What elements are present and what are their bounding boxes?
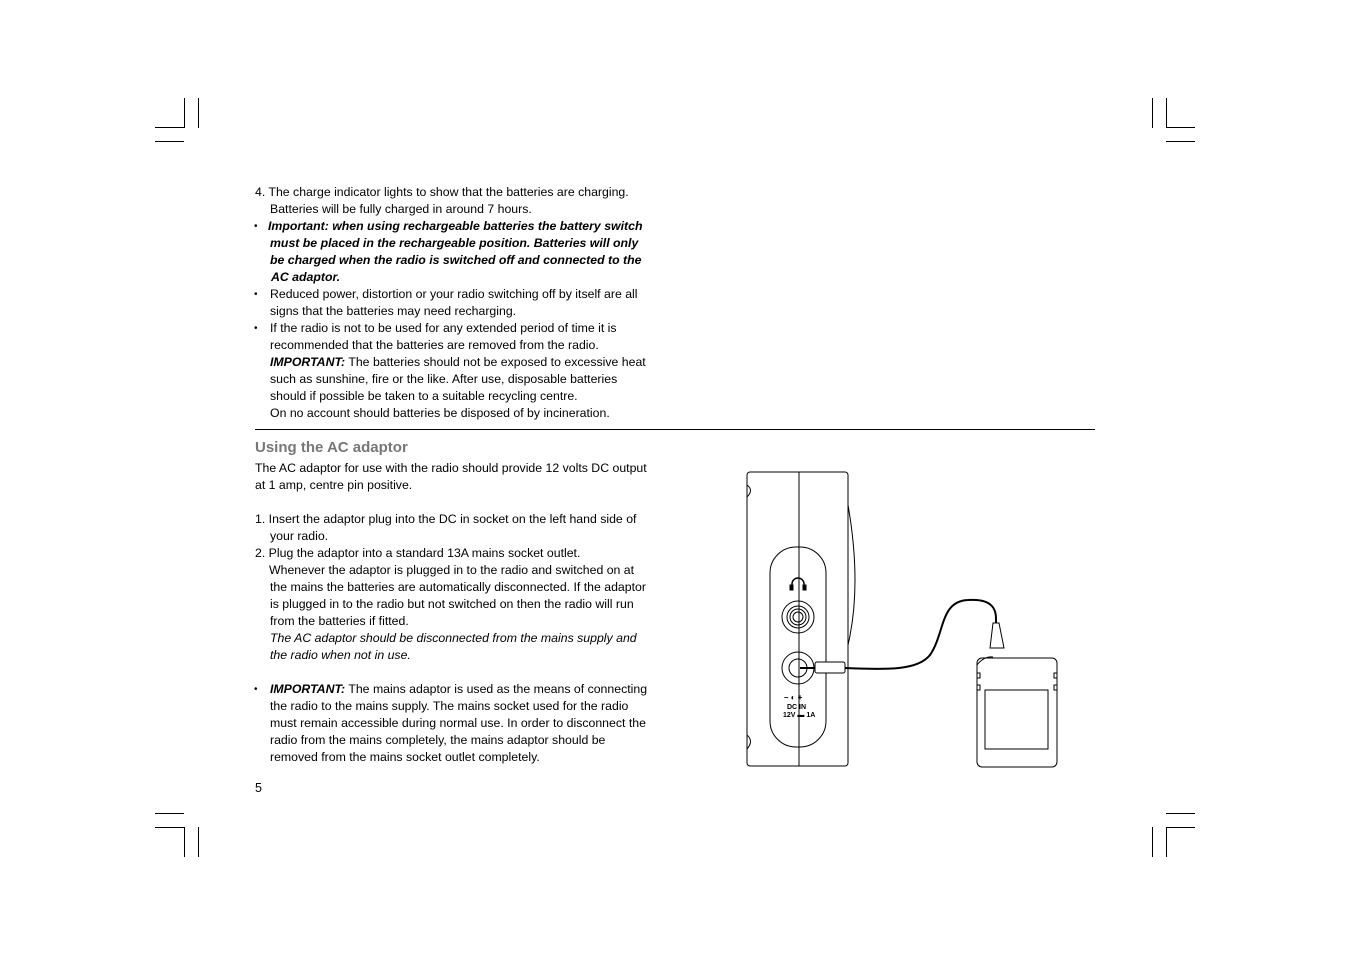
dc-in-label: DC IN — [787, 704, 807, 711]
dc-polarity-symbol: – ◐ + — [784, 693, 803, 702]
reduced-power-note: • Reduced power, distortion or your radio switching off by itself are all signs that the batteries may need recharging. — [254, 287, 638, 318]
battery-notes — [255, 184, 675, 422]
bullet-icon: • — [254, 289, 258, 300]
headphones-icon — [792, 578, 804, 587]
important-mains-note: • IMPORTANT: The mains adaptor is used as the means of connecting the radio to the mains supply. The mains socket used for the radio must remain accessible during normal use. In order to disconnect the radio from the mains completely, the mains adaptor should be removed from the mains socket outlet completely. — [254, 682, 648, 764]
adaptor-illustration — [740, 465, 1070, 775]
intro-line-1: The AC adaptor for use with the radio should provide 12 volts DC output — [255, 461, 647, 475]
important-label: IMPORTANT: — [270, 682, 346, 696]
rating-label: 12V ▬ 1A — [783, 712, 816, 719]
intro-line-2: at 1 amp, centre pin positive. — [255, 478, 413, 492]
section-heading: Using the AC adaptor — [255, 439, 408, 456]
radio-side-body — [747, 472, 848, 766]
adaptor-plug — [815, 662, 845, 673]
step-1-line-1: 1. Insert the adaptor plug into the DC in socket on the left hand side of — [255, 512, 637, 526]
bullet-icon: • — [254, 323, 258, 334]
step-4-line-2: Batteries will be fully charged in around 7 hours. — [270, 202, 532, 216]
bullet-icon: • — [254, 221, 258, 232]
extended-period-note: • If the radio is not to be used for any extended period of time it is recommended that the batteries are removed from the radio. IMPORTANT: The batteries should not be exposed to excessive heat such as sunshine, fire or the like. After use, disposable batteries should if possible be taken to a suitable recycling centre. On no account should batteries be disposed of by incineration. — [254, 321, 646, 420]
adaptor-cable — [845, 600, 996, 669]
important-label: IMPORTANT: — [270, 355, 346, 369]
disconnect-note-line-2: the radio when not in use. — [270, 648, 411, 662]
bullet-icon: • — [254, 684, 258, 695]
mains-adaptor — [977, 658, 1057, 767]
disconnect-note-line-1: The AC adaptor should be disconnected from the mains supply and — [270, 631, 637, 645]
important-rechargeable: • Important: when using rechargeable batteries the battery switch must be placed in the rechargeable position. Batteries will only be charged when the radio is switched off and connected to the AC adaptor. — [254, 219, 643, 284]
step-1-line-2: your radio. — [270, 529, 329, 543]
page-number: 5 — [255, 781, 262, 795]
ac-adaptor-text: The AC adaptor for use with the radio should provide 12 volts DC output at 1 amp, centre pin positive. 1. Insert the adaptor plug into the DC in socket on the left hand side of your radio. 2. Plug the adaptor into a standard 13A mains socket outlet. Whenever the adaptor is plugged in to the radio and switched on at the mains the batteries are automatically disconnected. If the adaptor is plugged in to the radio but not switched on then the radio will run from the batteries if fitted. The AC adaptor should be disconnected from the mains supply and the radio when not in use. • IMPORTANT: The mains adaptor is used as the means of connecting the radio to the mains supply. The mains socket used for the radio must remain accessible during normal use. In order to disconnect the radio from the mains completely, the mains adaptor should be removed from the mains socket outlet completely. — [255, 460, 675, 766]
step-4-line-1: 4. The charge indicator lights to show that the batteries are charging. — [255, 185, 629, 199]
section-divider — [255, 429, 1095, 430]
step-2-line-1: 2. Plug the adaptor into a standard 13A mains socket outlet. — [255, 546, 581, 560]
